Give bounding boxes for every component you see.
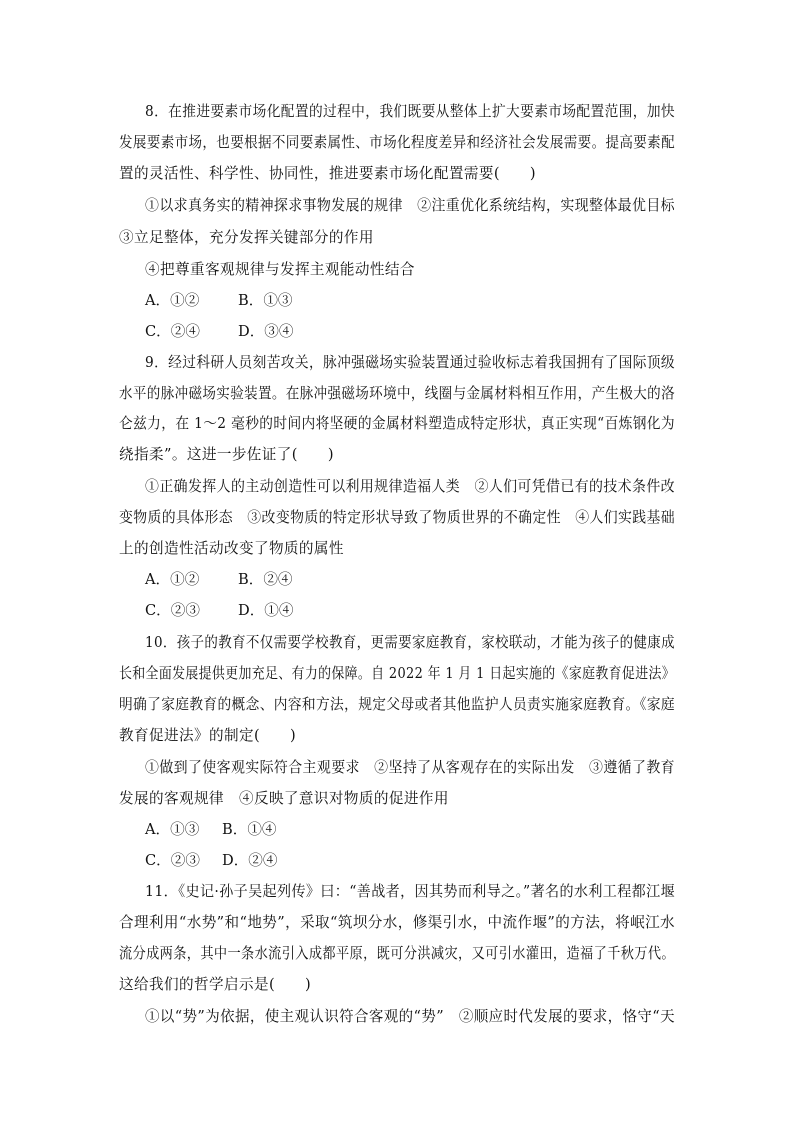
q10-line-3: 明确了家庭教育的概念、内容和方法，规定父母或者其他监护人员责实施家庭教育。《家庭 (119, 696, 675, 713)
q8-line-2: 发展要素市场，也要根据不同要素属性、市场化程度差异和经济社会发展需要。提高要素配 (119, 134, 675, 151)
q8-option-a: A．①② (145, 292, 200, 309)
q10-option-a: A．①③ (145, 821, 200, 838)
q9-statement-1: ①正确发挥人的主动创造性可以利用规律造福人类 ②人们可凭借已有的技术条件改 (145, 478, 675, 495)
q9-line-3: 仑兹力，在 1～2 毫秒的时间内将坚硬的金属材料塑造成特定形状，真正实现“百炼钢化为 (119, 415, 675, 432)
q8-line-1: 8．在推进要素市场化配置的过程中，我们既要从整体上扩大要素市场配置范围，加快 (145, 103, 675, 120)
q9-statement-2: 变物质的具体形态 ③改变物质的特定形状导致了物质世界的不确定性 ④人们实践基础 (119, 509, 675, 526)
q10-statement-1: ①做到了使客观实际符合主观要求 ②坚持了从客观存在的实际出发 ③遵循了教育 (145, 759, 675, 776)
q11-statement-1: ①以“势”为依据，使主观认识符合客观的“势” ②顺应时代发展的要求，恪守“天 (145, 1008, 675, 1025)
q9-line-1: 9．经过科研人员刻苦攻关，脉冲强磁场实验装置通过验收标志着我国拥有了国际顶级 (145, 354, 675, 371)
q8-option-d: D．③④ (238, 323, 294, 340)
q10-option-c: C．②③ (145, 852, 200, 869)
q9-option-b: B．②④ (238, 571, 293, 588)
q8-option-c: C．②④ (145, 323, 200, 340)
q9-line-4: 绕指柔”。这进一步佐证了( ) (119, 446, 334, 463)
q9-statement-3: 上的创造性活动改变了物质的属性 (119, 540, 344, 557)
q8-statement-2: ③立足整体，充分发挥关键部分的作用 (119, 229, 374, 246)
q9-option-a: A．①② (145, 571, 200, 588)
q8-statement-1: ①以求真务实的精神探求事物发展的规律 ②注重优化系统结构，实现整体最优目标 (145, 197, 675, 214)
q11-line-2: 合理利用“水势”和“地势”，采取“筑坝分水，修渠引水，中流作堰”的方法，将岷江水 (119, 914, 676, 931)
q10-option-b: B．①④ (222, 821, 277, 838)
q11-line-3: 流分成两条，其中一条水流引入成都平原，既可分洪减灾，又可引水灌田，造福了千秋万代。 (119, 945, 675, 962)
q8-line-3: 置的灵活性、科学性、协同性，推进要素市场化配置需要( ) (119, 165, 537, 182)
q9-line-2: 水平的脉冲磁场实验装置。在脉冲强磁场环境中，线圈与金属材料相互作用，产生极大的洛 (119, 385, 675, 402)
q8-statement-3: ④把尊重客观规律与发挥主观能动性结合 (145, 261, 415, 278)
q9-option-d: D．①④ (238, 602, 294, 619)
q10-line-2: 长和全面发展提供更加充足、有力的保障。自 2022 年 1 月 1 日起实施的《家庭教育促进法》 (119, 665, 676, 682)
q10-option-d: D．②④ (222, 852, 278, 869)
q11-line-4: 这给我们的哲学启示是( ) (119, 976, 312, 993)
q10-line-1: 10．孩子的教育不仅需要学校教育，更需要家庭教育，家校联动，才能为孩子的健康成 (145, 634, 676, 651)
q8-option-b: B．①③ (238, 292, 293, 309)
q11-line-1: 11．《史记·孙子吴起列传》曰：“善战者，因其势而利导之。”著名的水利工程都江堰 (145, 883, 676, 900)
q9-option-c: C．②③ (145, 602, 200, 619)
q10-line-4: 教育促进法》的制定( ) (119, 727, 297, 744)
q10-statement-2: 发展的客观规律 ④反映了意识对物质的促进作用 (119, 790, 449, 807)
